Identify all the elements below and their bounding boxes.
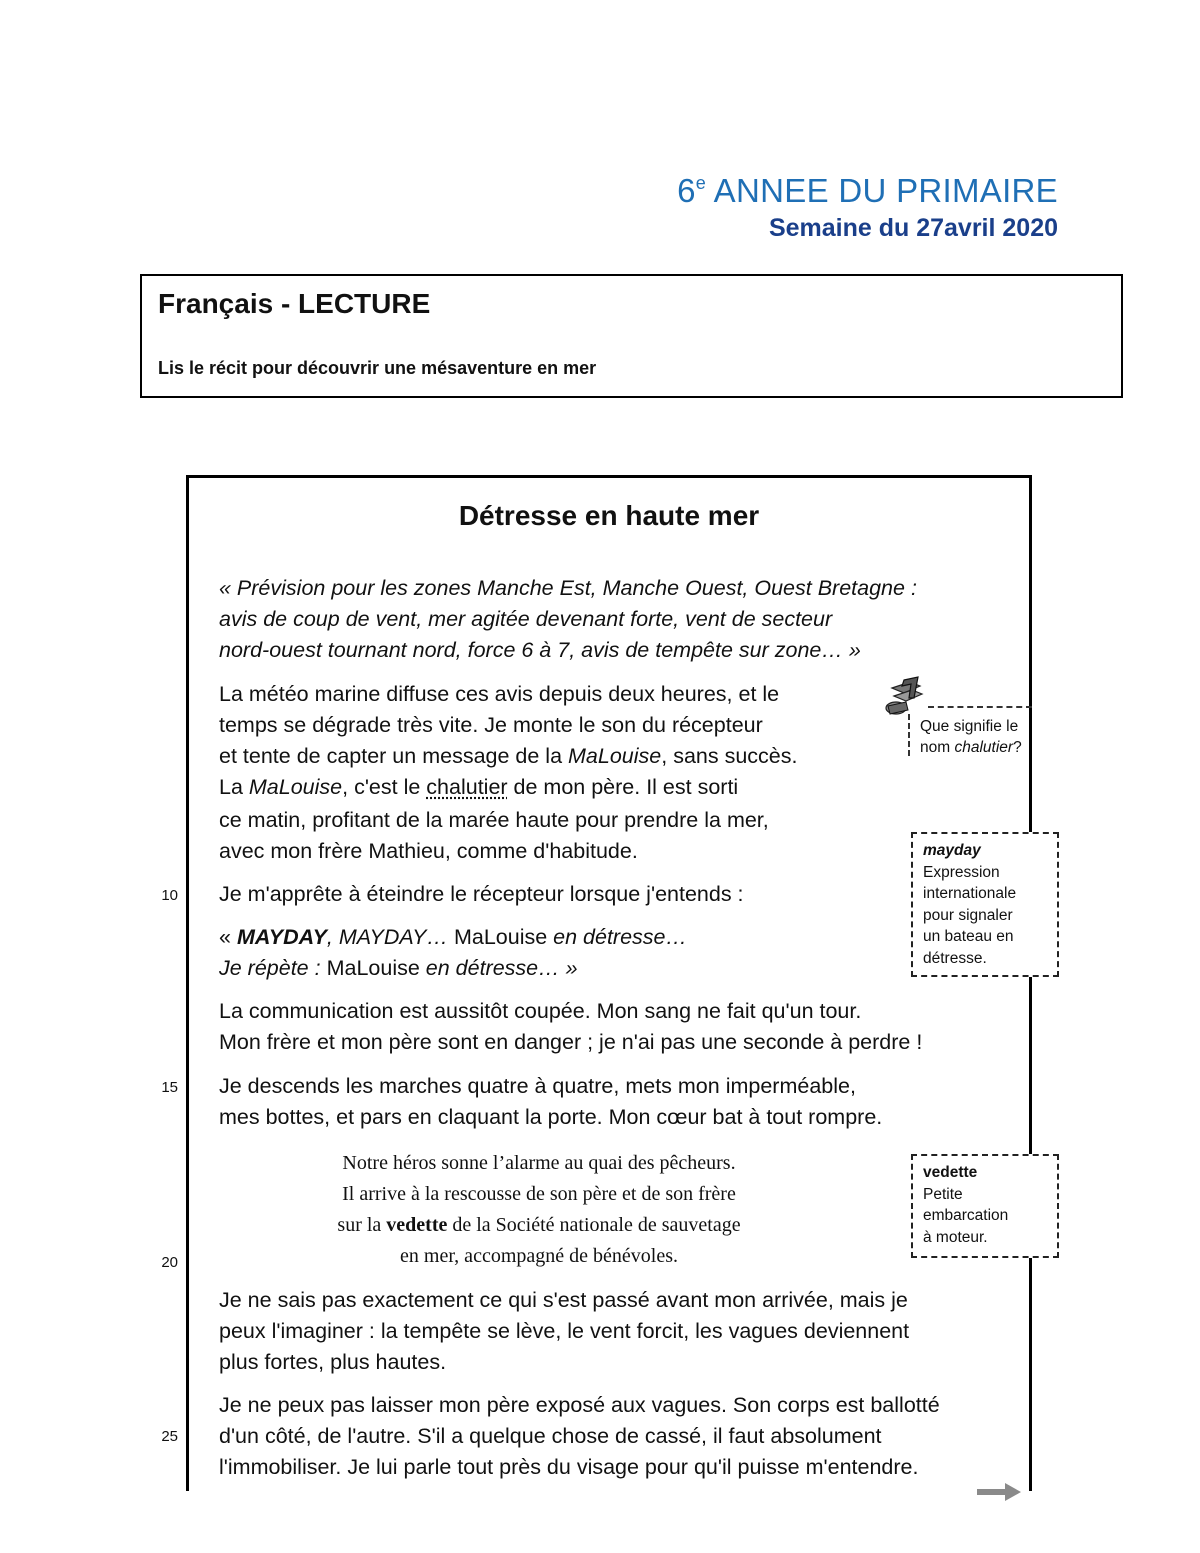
definition-line: à moteur. xyxy=(923,1228,988,1246)
vocab-word-chalutier: chalutier xyxy=(426,775,508,799)
story-line: mes bottes, et pars en claquant la porte. Mon cœur bat à tout rompre. xyxy=(219,1105,883,1129)
definition-line: pour signaler xyxy=(923,906,1013,924)
boat-name: MaLouise xyxy=(326,956,420,980)
story-frame-top xyxy=(186,475,1032,478)
definition-term: mayday xyxy=(923,842,981,859)
story-line: temps se dégrade très vite. Je monte le son du récepteur xyxy=(219,713,763,737)
question-marker-icon xyxy=(882,674,932,720)
story-line: Je ne peux pas laisser mon père exposé aux vagues. Son corps est ballotté xyxy=(219,1393,940,1417)
story-frame-right xyxy=(1029,475,1032,1491)
mayday-word: MAYDAY xyxy=(236,925,327,949)
next-page-arrow-icon xyxy=(975,1482,1023,1502)
story-line xyxy=(219,927,687,949)
text-run: « xyxy=(219,925,237,949)
grade-superscript: e xyxy=(695,173,707,193)
story-line: d'un côté, de l'autre. S'il a quelque chose de cassé, il faut absolument xyxy=(219,1424,882,1448)
story-line: avec mon frère Mathieu, comme d'habitude. xyxy=(219,839,638,863)
question-term: chalutier xyxy=(954,739,1014,756)
question-dash-line xyxy=(928,706,1032,708)
text-run: Je répète : xyxy=(219,956,327,980)
text-run: sur la xyxy=(337,1214,387,1236)
definition-line: Expression xyxy=(923,863,1000,881)
text-run: de la Société nationale de sauvetage xyxy=(447,1214,741,1236)
definition-line: un bateau en xyxy=(923,928,1014,945)
story-line: peux l'imaginer : la tempête se lève, le vent forcit, les vagues deviennent xyxy=(219,1319,910,1343)
question-line: Que signifie le xyxy=(920,718,1019,735)
text-run: et tente de capter un message de la xyxy=(219,744,569,768)
line-number: 25 xyxy=(161,1428,178,1445)
vedette-definition-note xyxy=(911,1154,1059,1258)
vocab-word-vedette: vedette xyxy=(386,1214,448,1236)
definition-line: détresse. xyxy=(923,949,987,967)
boat-name: MaLouise xyxy=(248,775,343,799)
story-line: avis de coup de vent, mer agitée devenant forte, vent de secteur xyxy=(219,607,833,631)
definition-line: Petite xyxy=(923,1185,963,1203)
story-line xyxy=(219,777,738,799)
story-line: Je m'apprête à éteindre le récepteur lorsque j'entends : xyxy=(219,882,744,906)
story-line: Je ne sais pas exactement ce qui s'est passé avant mon arrivée, mais je xyxy=(219,1288,908,1312)
summary-line xyxy=(189,1214,889,1237)
story-line: ce matin, profitant de la marée haute pour prendre la mer, xyxy=(219,808,769,832)
grade-title xyxy=(677,172,1058,210)
text-run: La xyxy=(219,775,249,799)
text-run: , c'est le xyxy=(342,775,427,799)
story-line: plus fortes, plus hautes. xyxy=(219,1350,447,1374)
question-line xyxy=(920,737,1022,758)
text-run: de mon père. Il est sorti xyxy=(507,775,739,799)
story-line: « Prévision pour les zones Manche Est, Manche Ouest, Ouest Bretagne : xyxy=(219,576,917,600)
summary-line: en mer, accompagné de bénévoles. xyxy=(400,1245,678,1267)
definition-term: vedette xyxy=(923,1164,978,1181)
line-number: 15 xyxy=(161,1079,178,1096)
story-line: l'immobiliser. Je lui parle tout près du visage pour qu'il puisse m'entendre. xyxy=(219,1455,919,1479)
subject-title: Français - LECTURE xyxy=(158,288,431,319)
definition-line: embarcation xyxy=(923,1207,1009,1224)
story-line xyxy=(219,746,797,768)
text-run: , MAYDAY… xyxy=(326,925,454,949)
grade-label: ANNEE DU PRIMAIRE xyxy=(706,172,1058,209)
question-note xyxy=(920,716,1022,758)
text-run: en détresse… » xyxy=(419,956,578,980)
story-title: Détresse en haute mer xyxy=(458,500,760,531)
boat-name: MaLouise xyxy=(568,744,662,768)
subject-box xyxy=(140,274,1123,398)
story-line: La météo marine diffuse ces avis depuis deux heures, et le xyxy=(219,682,780,706)
story-line: nord-ouest tournant nord, force 6 à 7, avis de tempête sur zone… » xyxy=(219,638,861,662)
boat-name: MaLouise xyxy=(453,925,548,949)
week-label: Semaine du 27avril 2020 xyxy=(768,214,1058,242)
text-run: , sans succès. xyxy=(661,744,798,768)
story-line: Je descends les marches quatre à quatre, mets mon imperméable, xyxy=(219,1074,856,1098)
grade-number: 6 xyxy=(677,172,696,209)
text-run: ? xyxy=(1013,739,1022,756)
question-dash-line xyxy=(908,714,910,756)
text-run: en détresse… xyxy=(547,925,688,949)
story-line: Mon frère et mon père sont en danger ; je n'ai pas une seconde à perdre ! xyxy=(219,1030,923,1054)
line-number: 10 xyxy=(161,887,178,904)
story-frame-left xyxy=(186,475,189,1491)
summary-line: Il arrive à la rescousse de son père et de son frère xyxy=(342,1183,736,1205)
summary-line: Notre héros sonne l’alarme au quai des pêcheurs. xyxy=(342,1152,736,1174)
text-run: nom xyxy=(920,739,955,756)
line-number: 20 xyxy=(161,1254,178,1271)
story-line xyxy=(219,958,578,980)
subject-instruction: Lis le récit pour découvrir une mésaventure en mer xyxy=(158,358,597,378)
mayday-definition-note xyxy=(911,832,1059,977)
story-line: La communication est aussitôt coupée. Mon sang ne fait qu'un tour. xyxy=(219,999,862,1023)
definition-line: internationale xyxy=(923,885,1017,902)
